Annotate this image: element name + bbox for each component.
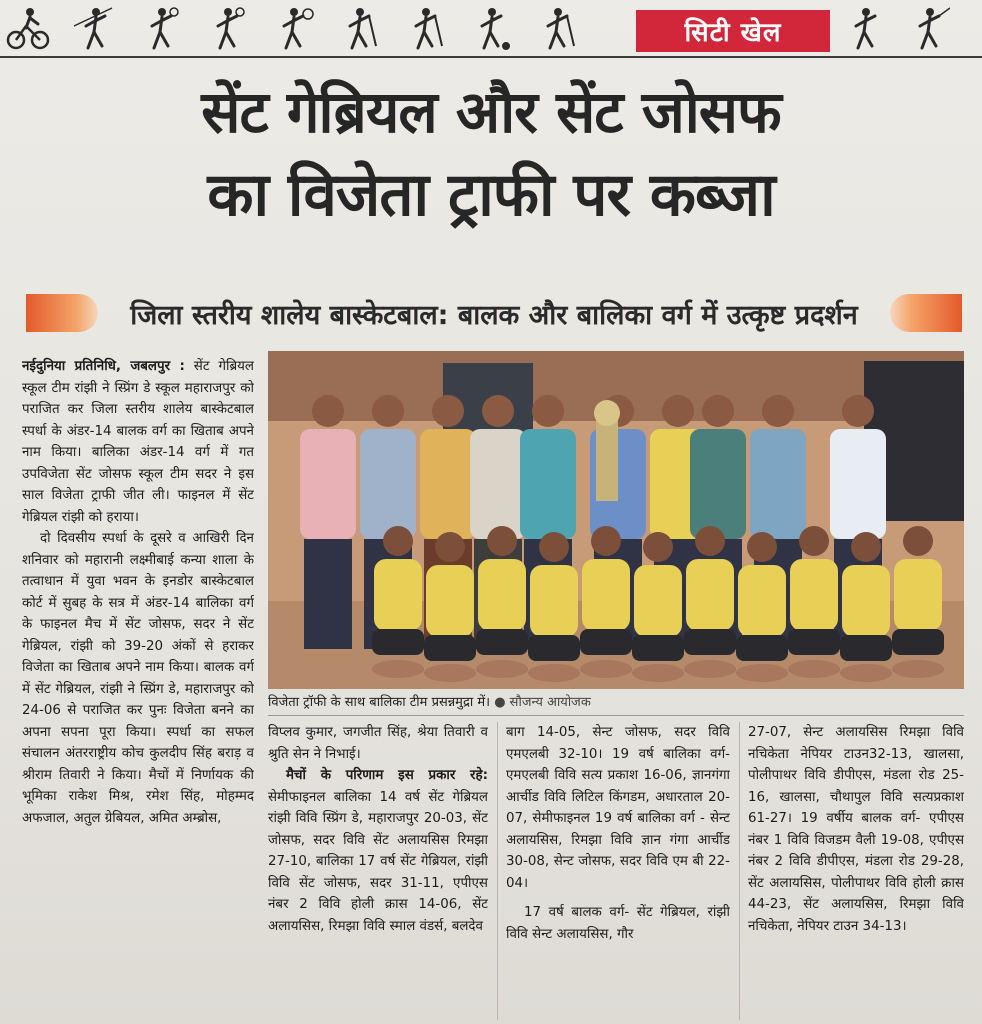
golf-icon <box>534 4 578 52</box>
article-column-3 <box>506 722 730 1020</box>
hockey-icon <box>336 4 380 52</box>
football-icon <box>468 4 512 52</box>
article-column-2 <box>268 722 488 1020</box>
photo-caption <box>268 692 964 716</box>
tennis-icon <box>204 4 248 52</box>
headline-line-1: सेंट गेब्रियल और सेंट जोसफ <box>201 78 781 146</box>
photo-caption-text: विजेता ट्रॉफी के साथ बालिका टीम प्रसन्नमुद्रा में। <box>268 695 491 710</box>
article-paragraph: विप्लव कुमार, जगजीत सिंह, श्रेया तिवारी व श्रुति सेन ने निभाई। <box>268 725 488 762</box>
sport-pictograms-left <box>6 4 616 52</box>
headline <box>20 72 962 238</box>
volleyball-icon <box>270 4 314 52</box>
running-icon <box>842 4 886 52</box>
article-paragraph: 27-07, सेन्ट अलायसिस रिमझा विवि नचिकेता नेपियर टाउन32-13, खालसा, पोलीपाथर विवि डीपीएस, मंडला रोड 25-16, खालसा, चौथापुल विवि सत्यप्रकाश 61-27। 19 वर्षीय बालक वर्ग- एपीएस नंबर 1 विवि विजडम वैली 19-08, एपीएस नंबर 2 विवि डीपीएस, मंडला रोड 29-28, सेंट अलायसिस, पोलीपाथर विवि होली क्रास 44-23, सेंट अलायसिस, रिमझा विवि नचिकेता, नेपियर टाउन 34-13। <box>748 725 964 934</box>
column-divider <box>739 722 740 1020</box>
results-heading: मैचों के परिणाम इस प्रकार रहे: <box>286 768 488 783</box>
dateline: नईदुनिया प्रतिनिधि, जबलपुर : <box>22 359 185 374</box>
cycling-icon <box>6 4 50 52</box>
article-paragraph: दो दिवसीय स्पर्धा के दूसरे व आखिरी दिन शनिवार को महारानी लक्ष्मीबाई कन्या शाला के तत्वाधान में युवा भवन के इनडोर बास्केटबाल कोर्ट में सुबह के सत्र में अंडर-14 बालिका वर्ग के फाइनल मैच में सेंट जोसफ, सदर ने सेंट गेब्रियल, रांझी को 39-20 अंकों से हराकर विजेता का खिताब अपने नाम किया। बालक वर्ग में सेंट गेब्रियल, रांझी ने स्प्रिंग डे, महाराजपुर को 24-06 से पराजित कर पुनः विजेता बनने का अपना सपना पूरा किया। स्पर्धा का सफल संचालन अंतरराष्ट्रीय कोच कुलदीप सिंह बराड़ व श्रीराम तिवारी ने किया। मैचों में निर्णायक की भूमिका राकेश मिश्र, रमेश सिंह, मोहम्मद अफजाल, अतुल ग्रेबियल, अमित अम्ब्रोस, <box>22 531 254 826</box>
subhead-text: जिला स्तरीय शालेय बास्केटबाल: बालक और बालिका वर्ग में उत्कृष्ट प्रदर्शन <box>130 299 858 331</box>
badminton-icon <box>138 4 182 52</box>
headline-line-2: का विजेता ट्राफी पर कब्जा <box>207 160 775 230</box>
article-paragraph: बाग 14-05, सेन्ट जोसफ, सदर विवि एमएलबी 32-10। 19 वर्ष बालिका वर्ग- एमएलबी विवि सत्य प्रकाश 16-06, ज्ञानगंगा आर्चीड विवि लिटिल किंगडम, अधारताल 20-07, सेमीफाइनल 19 वर्ष बालिका वर्ग - सेन्ट अलायसिस, रिमझा विवि ज्ञान गंगा आर्चीड 30-08, सेन्ट जोसफ, सदर विवि एम बी 22-04। <box>506 725 730 891</box>
section-tag: सिटी खेल <box>636 10 830 52</box>
article-paragraph: सेंट गेब्रियल स्कूल टीम रांझी ने स्प्रिंग डे स्कूल महाराजपुर को पराजित कर जिला स्तरीय शालेय बास्केटबाल स्पर्धा के अंडर-14 बालक वर्ग का खिताब अपने नाम किया। बालिका अंडर-14 वर्ग में गत उपविजेता सेंट जोसफ स्कूल टीम सदर ने इस साल विजेता ट्राफी जीत ली। फाइनल में सेंट गेब्रियल रांझी को हराया। <box>22 359 254 525</box>
subheadline <box>26 290 962 336</box>
article-column-1 <box>22 356 254 1020</box>
subhead-accent-right <box>890 294 962 332</box>
team-photo <box>268 351 964 689</box>
article-column-4 <box>748 722 964 1020</box>
results-text: सेमीफाइनल बालिका 14 वर्ष सेंट गेब्रियल रांझी विवि स्प्रिंग डे, महाराजपुर 20-03, सेंट जोसफ, सदर विवि सेंट अलायसिस रिमझा 27-10, बालिका 17 वर्ष सेंट गेब्रियल, रांझी विवि सेंट जोसफ, सदर 31-11, एपीएस नंबर 2 विवि होली क्रास 14-06, सेंट अलायसिस, रिमझा विवि स्माल वंडर्स, बलदेव <box>268 789 488 934</box>
sport-pictograms-right <box>842 4 972 52</box>
photo-credit: ● सौजन्य आयोजक <box>494 695 591 710</box>
cricket-icon <box>402 4 446 52</box>
column-divider <box>497 722 498 1020</box>
article-paragraph: 17 वर्ष बालक वर्ग- सेंट गेब्रियल, रांझी विवि सेन्ट अलायसिस, गौर <box>506 905 730 942</box>
fencing-icon <box>906 4 950 52</box>
javelin-icon <box>72 4 116 52</box>
sports-header-strip <box>0 0 982 58</box>
subhead-accent-left <box>26 294 98 332</box>
team-photo-illustration <box>268 351 964 689</box>
